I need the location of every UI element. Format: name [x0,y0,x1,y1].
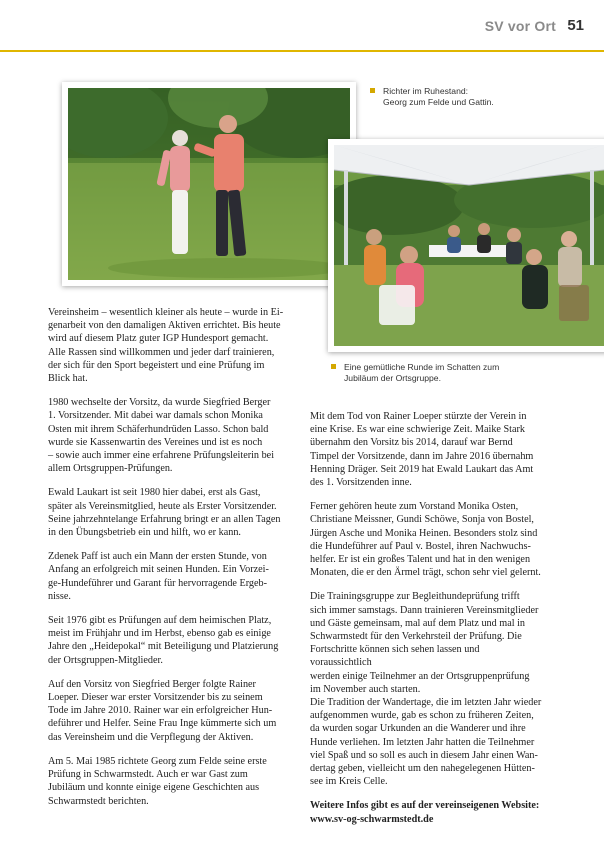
text-line: Vereinsheim – wesentlich kleiner als heute – wurde in Ei- [48,307,284,318]
text-line: Osten mit ihrem Schäferhundrüden Lasso. Schon bald [48,423,269,435]
photo-caption-1 [370,86,570,107]
photo-caption-2 [331,362,571,383]
text-line: werden einige Teilnehmer an der Ortsgruppenprüfung [310,670,530,682]
article-paragraph [48,306,286,385]
text-line: Hunde verliehen. Im letzten Jahr hatten die Teilnehmer [310,736,535,748]
article-paragraph [310,410,542,489]
text-line: allem Ortsgruppen-Prüfungen. [48,463,173,475]
text-line: Ewald Laukart ist seit 1980 hier dabei, erst als Gast, [48,487,261,499]
text-line: Timpel der Vorsitzende, dann im Jahre 2016 übernahm [310,450,534,462]
text-line: die Hundeführer auf Paul v. Bostel, ihren Nachwuchs- [310,540,531,552]
caption-line: Georg zum Felde und Gattin. [383,96,494,107]
text-line: der sich für den Sport begeistert und eine Prüfung im [48,359,265,371]
text-line: Die Trainingsgruppe zur Begleithundeprüfung trifft [310,591,520,603]
text-line: Christiane Meissner, Gundi Schöwe, Sonja von Bostel, [310,514,534,526]
text-line: Prüfung in Schwarmstedt. Auch er war Gast zum [48,769,248,781]
text-line: 1980 wechselte der Vorsitz, da wurde Siegfried Berger [48,397,271,409]
text-line: Jahre den „Heidepokal“ mit Beteiligung und Platzierung [48,641,279,653]
website-info [310,799,542,825]
text-line: Am 5. Mai 1985 richtete Georg zum Felde seine erste [48,755,267,767]
text-line: genarbeit von den damaligen Aktiven errichtet. Bis heute [48,320,281,332]
photo-retired-judge [62,82,356,286]
text-line: see im Kreis Celle. [310,776,388,788]
text-line: Henning Dräger. Seit 2019 hat Ewald Laukart das Amt [310,463,534,475]
caption-line: Richter im Ruhestand: [383,86,469,96]
text-line: später als Vereinsmitglied, heute als Erster Vorsitzender. [48,500,277,512]
photo-anniversary-group [328,139,604,352]
article-paragraph [48,396,286,475]
caption-bullet [370,88,375,93]
website-link[interactable]: www.sv-og-schwarmstedt.de [310,813,434,825]
text-line: Alle Rassen sind willkommen und jeder darf trainieren, [48,346,275,358]
text-line: Seine jahrzehntelange Erfahrung bringt er an allen Tagen [48,513,281,525]
text-line: wird auf diesem Platz guter IGP Hundesport gemacht. [48,333,269,345]
text-line: Blick hat. [48,373,88,385]
caption-line: Jubiläum der Ortsgruppe. [344,372,441,383]
page-header [0,0,604,52]
page-number: 51 [567,17,584,34]
text-line: dertag geben, vielleicht um den nahegelegenen Hütten- [310,763,535,775]
text-line: meist im Frühjahr und im Herbst, ebenso gab es einige [48,628,271,640]
text-line: Tode im Jahre 2010. Rainer war ein erfolgreicher Hun- [48,705,273,717]
text-line: Auf den Vorsitz von Siegfried Berger folgte Rainer [48,678,256,690]
text-line: wurde sie Kassenwartin des Vereines und ist es noch [48,436,263,448]
text-line: Mit dem Tod von Rainer Loeper stürzte der Verein in [310,411,527,422]
text-line: Schwarmstedt berichten. [48,795,149,807]
text-line: eine Krise. Es war eine schwierige Zeit. Maike Stark [310,424,525,436]
article-paragraph [48,550,286,603]
text-line: Anfang an erfolgreich mit seinen Hunden. Ein Vorzei- [48,564,269,576]
section-title: SV vor Ort [484,18,556,34]
text-line: ge-Hundeführer und Garant für hervorragende Ergeb- [48,577,268,589]
text-line: Fortschritte können sich sehen lassen und voraussichtlich [310,644,480,669]
text-line: da wurden sogar Urkunden an die Wanderer und ihre [310,723,526,735]
text-line: der Ortsgruppen-Mitglieder. [48,654,163,666]
article-paragraph [48,678,286,744]
text-line: und Gäste gemeinsam, mal auf dem Platz und mal in [310,617,526,629]
text-line: 1. Vorsitzender. Mit dabei war damals schon Monika [48,410,263,422]
text-line: deführer und Helfer. Seine Frau Inge kümmerte sich um [48,718,277,730]
caption-bullet [331,364,336,369]
text-line: Seit 1976 gibt es Prüfungen auf dem heimischen Platz, [48,615,272,627]
text-line: Ferner gehören heute zum Vorstand Monika Osten, [310,501,519,513]
article-paragraph [310,500,542,579]
article-paragraph [310,590,542,788]
text-line: das Vereinsheim und die Verpflegung der Aktiven. [48,731,254,743]
text-line: des 1. Vorsitzenden inne. [310,477,412,489]
article-paragraph [48,755,286,808]
photo-couple-walking-image [68,88,350,280]
text-line: nisse. [48,590,71,602]
text-line: in den Übungsbetrieb ein und hilft, wo er kann. [48,527,241,539]
text-line: übernahm den Vorsitz bis 2014, darauf war Bernd [310,437,513,449]
text-line: Schwarmstedt für den Verkehrsteil der Prüfung. Die [310,631,522,643]
article-column-left [48,306,286,819]
text-line: Loeper. Dieser war erster Vorsitzender bis zu seinem [48,692,263,704]
article-paragraph [48,614,286,667]
text-line: Monaten, die er den Ärmel trägt, schon sehr viel gelernt. [310,567,541,579]
text-line: – sowie auch immer eine erfahrene Prüfungsleiterin bei [48,450,275,462]
text-line: im November auch starten. [310,683,421,695]
article-paragraph [48,486,286,539]
text-line: Zdenek Paff ist auch ein Mann der ersten Stunde, von [48,551,267,563]
text-line: Jürgen Asche und Monika Heinen. Besonders stolz sind [310,527,538,539]
text-line: helfer. Er ist ein großes Talent und hat in den wenigen [310,554,531,566]
caption-line: Eine gemütliche Runde im Schatten zum [344,362,500,372]
text-line: aufgenommen wurde, gab es schon zu früheren Zeiten, [310,710,534,722]
text-line: viel Spaß und so soll es auch in diesem Jahr einen Wan- [310,749,538,761]
photo-group-tent-image [334,145,604,346]
website-note: Weitere Infos gibt es auf der vereinseigenen Website: [310,800,540,812]
header-rule [0,50,604,52]
article-column-right [310,410,542,837]
text-line: sich immer samstags. Dann trainieren Vereinsmitglieder [310,604,539,616]
text-line: Die Tradition der Wandertage, die im letzten Jahr wieder [310,697,542,709]
text-line: Jubiläum und konnte einige eigene Geschichten aus [48,782,260,794]
